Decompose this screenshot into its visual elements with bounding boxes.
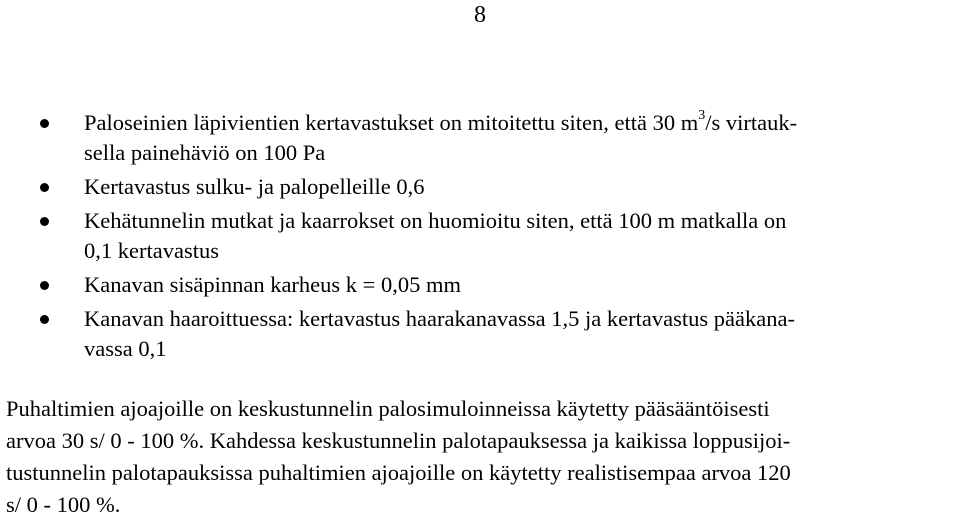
list-item-line: 0,1 kertavastus [84, 238, 219, 263]
bullet-list [0, 108, 960, 368]
bullet-icon [40, 119, 49, 128]
list-item-line: Kanavan sisäpinnan karheus k = 0,05 mm [84, 272, 461, 297]
list-item-line: Kanavan haaroittuessa: kertavastus haarakanavassa 1,5 ja kertavastus pääkana- [84, 306, 795, 331]
bullet-icon [40, 315, 49, 324]
superscript: 3 [698, 107, 706, 123]
list-item-line: sella painehäviö on 100 Pa [84, 140, 326, 165]
list-item [0, 206, 960, 266]
list-item-line: Kertavastus sulku- ja palopelleille 0,6 [84, 174, 425, 199]
list-item-line: Kehätunnelin mutkat ja kaarrokset on huomioitu siten, että 100 m matkalla on [84, 208, 787, 233]
list-item [0, 108, 960, 168]
bullet-icon [40, 183, 49, 192]
list-item [0, 304, 960, 364]
list-item [0, 270, 960, 300]
list-item [0, 172, 960, 202]
body-paragraph [6, 393, 956, 521]
paragraph-line: arvoa 30 s/ 0 - 100 %. Kahdessa keskustunnelin palotapauksessa ja kaikissa loppusijoi- [6, 428, 791, 453]
paragraph-line: Puhaltimien ajoajoille on keskustunnelin palosimuloinneissa käytetty pääsääntöisesti [6, 396, 770, 421]
paragraph-line: tustunnelin palotapauksissa puhaltimien ajoajoille on käytetty realistisempaa arvoa 120 [6, 460, 791, 485]
paragraph-line: s/ 0 - 100 %. [6, 492, 121, 517]
list-item-line: Paloseinien läpivientien kertavastukset on mitoitettu siten, että 30 $m^3/s$ virtauk- [84, 107, 798, 135]
list-item-line: vassa 0,1 [84, 336, 167, 361]
page-number: 8 [474, 2, 486, 28]
bullet-icon [40, 217, 49, 226]
bullet-icon [40, 281, 49, 290]
